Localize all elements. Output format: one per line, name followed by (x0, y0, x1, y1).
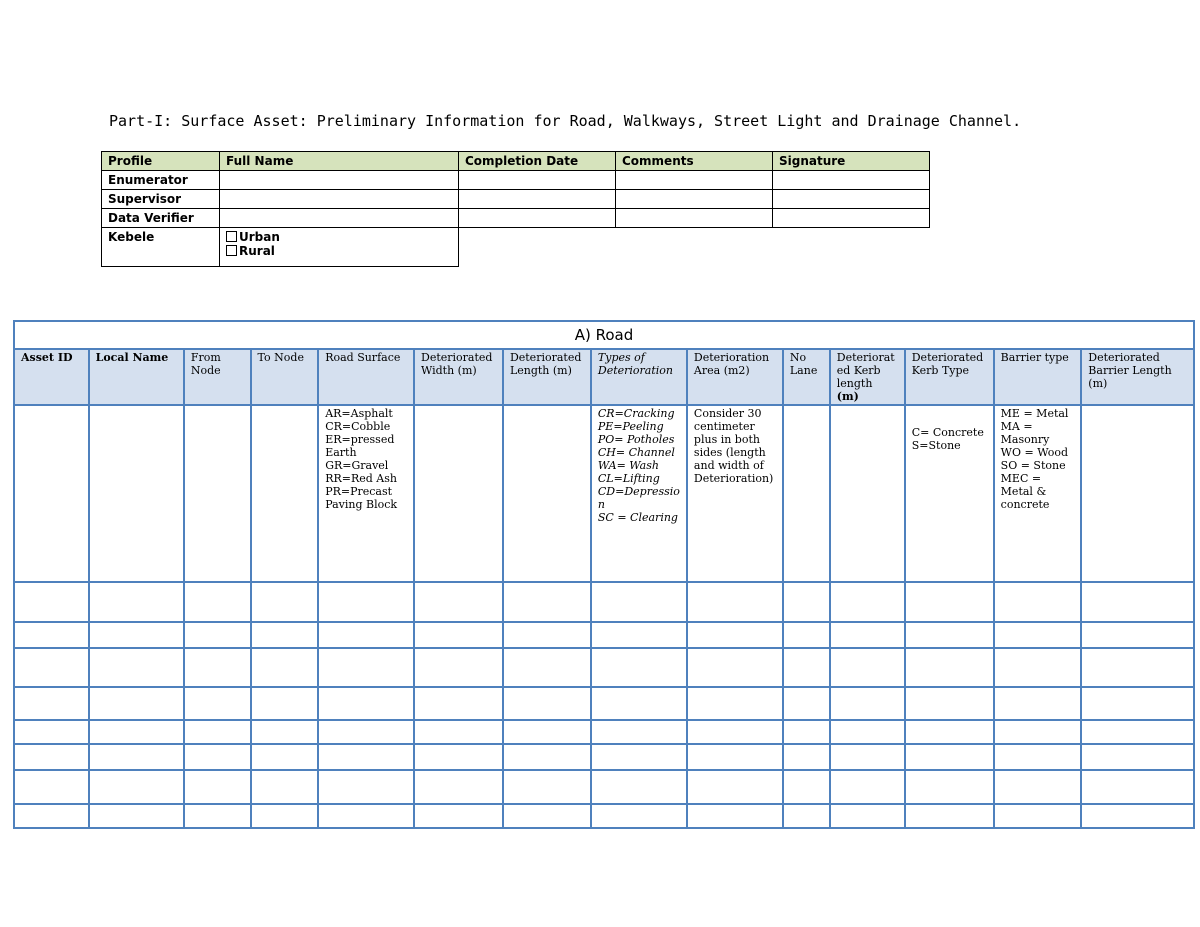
table-cell[interactable] (184, 648, 251, 687)
table-cell[interactable] (687, 744, 783, 770)
table-cell[interactable] (318, 770, 414, 804)
table-cell[interactable] (89, 744, 184, 770)
table-cell[interactable] (318, 744, 414, 770)
legend-cell (783, 405, 830, 582)
table-cell[interactable] (251, 582, 319, 622)
table-cell[interactable] (994, 720, 1082, 744)
table-cell[interactable] (184, 720, 251, 744)
table-cell[interactable] (414, 622, 503, 648)
col-deteriorated-length: Deteriorated Length (m) (503, 349, 591, 405)
kerb-length-label: Deteriorat ed Kerb length (836, 351, 895, 390)
col-local-name: Local Name (89, 349, 184, 405)
table-cell[interactable] (184, 744, 251, 770)
road-table (13, 320, 1195, 829)
table-cell[interactable] (1081, 720, 1194, 744)
table-cell[interactable] (14, 622, 89, 648)
table-cell[interactable] (783, 720, 830, 744)
data-verifier-comments-cell[interactable] (616, 209, 773, 228)
row-label-kebele: Kebele (102, 228, 220, 267)
legend-cell (1081, 405, 1194, 582)
legend-cell (89, 405, 184, 582)
table-cell[interactable] (830, 687, 905, 720)
road-caption: A) Road (14, 321, 1194, 349)
table-cell[interactable] (503, 622, 591, 648)
table-cell[interactable] (1081, 770, 1194, 804)
col-no-lane: No Lane (783, 349, 830, 405)
table-row (14, 720, 1194, 744)
table-cell[interactable] (905, 648, 994, 687)
table-cell[interactable] (783, 744, 830, 770)
header-comments: Comments (616, 152, 773, 171)
table-cell[interactable] (591, 804, 687, 828)
table-cell[interactable] (905, 582, 994, 622)
code-item: PE=Peeling (597, 420, 664, 433)
code-item: CD=Depressio n (597, 485, 680, 511)
table-cell[interactable] (14, 582, 89, 622)
table-cell[interactable] (184, 804, 251, 828)
table-cell[interactable] (251, 770, 319, 804)
legend-cell (184, 405, 251, 582)
data-verifier-signature-cell[interactable] (773, 209, 930, 228)
col-to-node: To Node (251, 349, 319, 405)
code-item: CL=Lifting (597, 472, 660, 485)
table-cell[interactable] (318, 582, 414, 622)
code-item: ME = Metal (1000, 407, 1069, 420)
supervisor-comments-cell[interactable] (616, 190, 773, 209)
table-row (14, 687, 1194, 720)
rural-option[interactable] (226, 244, 452, 258)
table-cell[interactable] (994, 804, 1082, 828)
table-cell[interactable] (414, 744, 503, 770)
table-cell[interactable] (14, 744, 89, 770)
urban-checkbox[interactable] (226, 231, 237, 242)
table-cell[interactable] (783, 804, 830, 828)
table-cell[interactable] (830, 582, 905, 622)
table-cell[interactable] (184, 622, 251, 648)
rural-label: Rural (239, 244, 275, 258)
code-item: GR=Gravel (325, 459, 389, 472)
legend-cell (503, 405, 591, 582)
table-cell[interactable] (184, 770, 251, 804)
supervisor-signature-cell[interactable] (773, 190, 930, 209)
table-cell[interactable] (14, 720, 89, 744)
enumerator-comments-cell[interactable] (616, 171, 773, 190)
road-caption-row (14, 321, 1194, 349)
profile-row-data-verifier (102, 209, 930, 228)
col-road-surface: Road Surface (318, 349, 414, 405)
table-cell[interactable] (687, 720, 783, 744)
table-cell[interactable] (591, 622, 687, 648)
table-row (14, 804, 1194, 828)
table-cell[interactable] (414, 720, 503, 744)
table-row (14, 622, 1194, 648)
table-cell[interactable] (503, 582, 591, 622)
table-cell[interactable] (905, 687, 994, 720)
rural-checkbox[interactable] (226, 245, 237, 256)
table-cell[interactable] (830, 648, 905, 687)
col-deteriorated-kerb-type: Deteriorated Kerb Type (905, 349, 994, 405)
table-cell[interactable] (905, 744, 994, 770)
table-cell[interactable] (687, 622, 783, 648)
table-cell[interactable] (994, 687, 1082, 720)
table-cell[interactable] (414, 804, 503, 828)
table-cell[interactable] (591, 744, 687, 770)
code-item: ER=pressed Earth (325, 433, 395, 459)
table-cell[interactable] (414, 648, 503, 687)
table-cell[interactable] (994, 622, 1082, 648)
header-completion-date: Completion Date (459, 152, 616, 171)
barrier-codes (994, 405, 1082, 582)
table-cell[interactable] (89, 804, 184, 828)
table-cell[interactable] (994, 582, 1082, 622)
table-cell[interactable] (14, 770, 89, 804)
row-label-enumerator: Enumerator (102, 171, 220, 190)
profile-row-enumerator (102, 171, 930, 190)
col-barrier-type: Barrier type (994, 349, 1082, 405)
deterioration-codes (591, 405, 687, 582)
code-item: RR=Red Ash (325, 472, 397, 485)
code-item: WO = Wood (1000, 446, 1069, 459)
header-signature: Signature (773, 152, 930, 171)
table-cell[interactable] (687, 770, 783, 804)
code-item: SO = Stone (1000, 459, 1066, 472)
table-cell[interactable] (905, 720, 994, 744)
profile-row-kebele (102, 228, 930, 267)
data-verifier-completion-date-cell[interactable] (459, 209, 616, 228)
road-data-rows (14, 582, 1194, 828)
empty-space (459, 228, 930, 267)
table-cell[interactable] (318, 622, 414, 648)
code-item: PO= Potholes (597, 433, 675, 446)
page-title: Part-I: Surface Asset: Preliminary Information for Road, Walkways, Street Light and Drainage Channel. (109, 112, 1022, 130)
table-cell[interactable] (318, 720, 414, 744)
table-cell[interactable] (1081, 648, 1194, 687)
table-cell[interactable] (783, 622, 830, 648)
table-cell[interactable] (503, 648, 591, 687)
enumerator-full-name-cell[interactable] (220, 171, 459, 190)
table-cell[interactable] (251, 622, 319, 648)
road-legend-row (14, 405, 1194, 582)
code-item: CR=Cracking (597, 407, 675, 420)
table-cell[interactable] (687, 687, 783, 720)
code-item: S=Stone (911, 439, 961, 452)
table-cell[interactable] (414, 687, 503, 720)
row-label-supervisor: Supervisor (102, 190, 220, 209)
table-cell[interactable] (89, 622, 184, 648)
code-item: CH= Channel (597, 446, 675, 459)
table-cell[interactable] (783, 770, 830, 804)
table-cell[interactable] (414, 770, 503, 804)
table-row (14, 744, 1194, 770)
table-cell[interactable] (994, 648, 1082, 687)
col-asset-id: Asset ID (14, 349, 89, 405)
table-cell[interactable] (184, 582, 251, 622)
code-item: PR=Precast Paving Block (325, 485, 398, 511)
table-cell[interactable] (830, 744, 905, 770)
table-cell[interactable] (89, 648, 184, 687)
table-cell[interactable] (687, 582, 783, 622)
table-cell[interactable] (14, 648, 89, 687)
table-cell[interactable] (89, 770, 184, 804)
table-cell[interactable] (503, 804, 591, 828)
code-item: SC = Clearing (597, 511, 678, 524)
road-header-row (14, 349, 1194, 405)
table-cell[interactable] (783, 648, 830, 687)
code-item: WA= Wash (597, 459, 659, 472)
table-cell[interactable] (1081, 582, 1194, 622)
table-cell[interactable] (687, 804, 783, 828)
table-cell[interactable] (1081, 622, 1194, 648)
table-cell[interactable] (905, 804, 994, 828)
table-cell[interactable] (251, 744, 319, 770)
col-deteriorated-kerb-length (830, 349, 905, 405)
table-cell[interactable] (591, 720, 687, 744)
col-from-node: From Node (184, 349, 251, 405)
table-cell[interactable] (318, 687, 414, 720)
header-full-name: Full Name (220, 152, 459, 171)
profile-table (101, 151, 930, 267)
code-item: MEC = Metal & concrete (1000, 472, 1050, 511)
legend-cell (830, 405, 905, 582)
table-cell[interactable] (184, 687, 251, 720)
table-cell[interactable] (994, 744, 1082, 770)
supervisor-full-name-cell[interactable] (220, 190, 459, 209)
legend-cell (414, 405, 503, 582)
table-cell[interactable] (687, 648, 783, 687)
table-cell[interactable] (503, 744, 591, 770)
table-row (14, 770, 1194, 804)
urban-option[interactable] (226, 230, 452, 244)
table-cell[interactable] (830, 622, 905, 648)
table-cell[interactable] (591, 582, 687, 622)
profile-header-row (102, 152, 930, 171)
profile-row-supervisor (102, 190, 930, 209)
code-item: CR=Cobble (325, 420, 391, 433)
table-cell[interactable] (830, 720, 905, 744)
table-cell[interactable] (251, 720, 319, 744)
col-deterioration-area: Deterioration Area (m2) (687, 349, 783, 405)
table-cell[interactable] (251, 804, 319, 828)
table-cell[interactable] (591, 687, 687, 720)
col-types-of-deterioration: Types of Deterioration (591, 349, 687, 405)
legend-cell (14, 405, 89, 582)
code-item: C= Concrete (911, 426, 984, 439)
header-profile: Profile (102, 152, 220, 171)
table-cell[interactable] (783, 582, 830, 622)
table-row (14, 648, 1194, 687)
table-cell[interactable] (1081, 744, 1194, 770)
table-cell[interactable] (414, 582, 503, 622)
supervisor-completion-date-cell[interactable] (459, 190, 616, 209)
table-cell[interactable] (14, 804, 89, 828)
table-cell[interactable] (318, 804, 414, 828)
code-item: AR=Asphalt (325, 407, 393, 420)
table-cell[interactable] (830, 770, 905, 804)
table-cell[interactable] (14, 687, 89, 720)
kebele-options-cell (220, 228, 459, 267)
table-cell[interactable] (503, 720, 591, 744)
table-cell[interactable] (503, 687, 591, 720)
table-cell[interactable] (251, 687, 319, 720)
table-cell[interactable] (1081, 804, 1194, 828)
road-surface-codes (318, 405, 414, 582)
legend-cell (251, 405, 319, 582)
table-cell[interactable] (89, 582, 184, 622)
table-cell[interactable] (905, 622, 994, 648)
enumerator-completion-date-cell[interactable] (459, 171, 616, 190)
table-cell[interactable] (89, 720, 184, 744)
table-cell[interactable] (503, 770, 591, 804)
table-cell[interactable] (783, 687, 830, 720)
deterioration-area-note: Consider 30 centimeter plus in both sides (length and width of Deterioration) (687, 405, 783, 582)
table-cell[interactable] (318, 648, 414, 687)
table-cell[interactable] (830, 804, 905, 828)
table-cell[interactable] (89, 687, 184, 720)
kerb-type-codes (905, 405, 994, 582)
enumerator-signature-cell[interactable] (773, 171, 930, 190)
col-deteriorated-width: Deteriorated Width (m) (414, 349, 503, 405)
urban-label: Urban (239, 230, 280, 244)
kerb-length-unit: (m) (836, 390, 859, 403)
table-cell[interactable] (905, 770, 994, 804)
data-verifier-full-name-cell[interactable] (220, 209, 459, 228)
code-item: MA = Masonry (1000, 420, 1050, 446)
col-deteriorated-barrier-length: Deteriorated Barrier Length (m) (1081, 349, 1194, 405)
row-label-data-verifier: Data Verifier (102, 209, 220, 228)
table-cell[interactable] (994, 770, 1082, 804)
table-cell[interactable] (591, 648, 687, 687)
table-cell[interactable] (591, 770, 687, 804)
table-row (14, 582, 1194, 622)
table-cell[interactable] (251, 648, 319, 687)
table-cell[interactable] (1081, 687, 1194, 720)
